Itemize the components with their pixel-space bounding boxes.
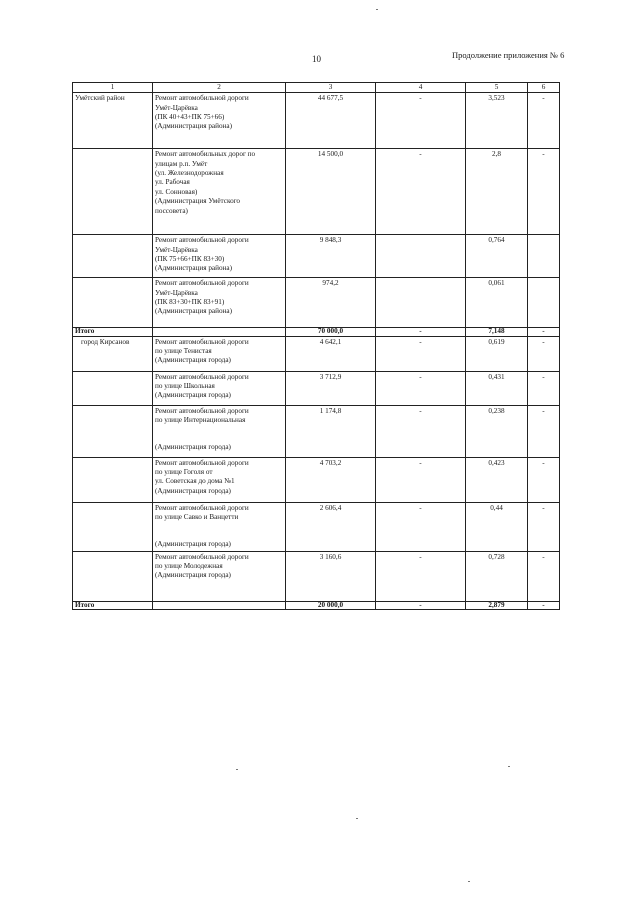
header-note: Продолжение приложения № 6 [452,50,565,60]
column-4-cell: - [376,149,466,235]
column-header: 1 [73,83,153,93]
column-6-cell: - [528,551,560,601]
column-6-cell: - [528,93,560,149]
description-line: Умёт-Царёвка [155,103,198,112]
district-cell [73,371,153,405]
total-amount: 70 000,0 [286,328,376,336]
description-line: поссовета) [155,206,188,215]
district-name: город Кирсанов [81,337,130,346]
description-line: (Администрация города) [155,540,231,549]
total-column-4: - [376,328,466,336]
table-row [73,502,560,551]
table-row [73,336,560,371]
amount-cell: 3 712,9 [286,371,376,405]
road-repair-table [72,82,560,610]
total-label: Итого [73,601,153,609]
total-row [73,328,560,336]
column-header: 6 [528,83,560,93]
column-6-cell [528,235,560,278]
description-line: по улице Молодежная [155,562,223,570]
amount-cell: 44 677,5 [286,93,376,149]
description-line: Ремонт автомобильной дороги [155,406,249,415]
description-line: ул. Советская до дома №1 [155,477,235,486]
length-km-cell: 0,728 [466,551,528,601]
column-4-cell: - [376,405,466,457]
description-line: улицам р.п. Умёт [155,159,208,168]
description-line: (Администрация города) [155,356,231,365]
column-header: 3 [286,83,376,93]
table-row [73,457,560,502]
amount-cell: 14 500,0 [286,149,376,235]
column-4-cell: - [376,457,466,502]
description-line: (Администрация города) [155,571,231,580]
scan-speck [356,818,358,819]
total-column-6: - [528,328,560,336]
empty-cell [153,601,286,609]
column-header: 2 [153,83,286,93]
work-description [153,235,286,278]
table-row [73,235,560,278]
length-km-cell: 0,431 [466,371,528,405]
table-row [73,149,560,235]
description-line: (Администрация города) [155,391,231,400]
page-number: 10 [312,54,321,64]
description-line: (ПК 75+66+ПК 83+30) [155,255,225,264]
district-cell [73,278,153,328]
table-row [73,405,560,457]
scan-speck [508,766,510,767]
district-cell [73,235,153,278]
amount-cell: 4 642,1 [286,336,376,371]
amount-cell: 4 703,2 [286,457,376,502]
description-line: Ремонт автомобильной дороги [155,337,249,346]
length-km-cell: 0,44 [466,502,528,551]
amount-cell: 2 606,4 [286,502,376,551]
scan-speck [468,881,470,882]
description-line: Ремонт автомобильной дороги [155,552,249,561]
district-cell [73,551,153,601]
description-line: по улице Савко и Ванцетти [155,512,239,521]
column-6-cell: - [528,371,560,405]
work-description [153,149,286,235]
work-description [153,278,286,328]
description-line: Умёт-Царёвка [155,245,198,254]
table-row [73,278,560,328]
work-description [153,336,286,371]
description-line: (Администрация района) [155,307,232,316]
column-6-cell: - [528,502,560,551]
total-amount: 20 000,0 [286,601,376,609]
description-line: (Администрация города) [155,486,231,495]
description-line: (Администрация города) [155,443,231,452]
length-km-cell: 0,061 [466,278,528,328]
district-cell [73,93,153,149]
amount-cell: 1 174,8 [286,405,376,457]
total-length-km: 7,148 [466,328,528,336]
description-line: (ПК 40+43+ПК 75+66) [155,113,225,122]
scan-speck [236,769,238,770]
description-line: Ремонт автомобильной дороги [155,236,249,245]
amount-cell: 9 848,3 [286,235,376,278]
description-line: (Администрация района) [155,122,232,131]
description-line: по улице Школьная [155,381,215,390]
table-row [73,93,560,149]
column-6-cell: - [528,336,560,371]
length-km-cell: 0,619 [466,336,528,371]
description-line: Ремонт автомобильной дороги [155,94,249,103]
description-line: (Администрация района) [155,264,232,273]
column-6-cell: - [528,405,560,457]
description-line: Умёт-Царёвка [155,288,198,297]
district-name: Умётский район [75,94,125,103]
column-6-cell [528,278,560,328]
length-km-cell: 2,8 [466,149,528,235]
column-4-cell [376,278,466,328]
work-description [153,405,286,457]
description-line: (ПК 83+30+ПК 83+91) [155,298,225,307]
work-description [153,457,286,502]
description-line: ул. Сонновая) [155,187,198,196]
district-cell [73,405,153,457]
description-line: Ремонт автомобильных дорог по [155,150,256,159]
table-row [73,371,560,405]
column-header: 5 [466,83,528,93]
description-line: ул. Рабочая [155,178,190,187]
description-line: Ремонт автомобильной дороги [155,372,249,381]
district-cell [73,149,153,235]
work-description [153,93,286,149]
amount-cell: 3 160,6 [286,551,376,601]
length-km-cell: 0,238 [466,405,528,457]
description-line: Ремонт автомобильной дороги [155,458,249,467]
column-6-cell: - [528,149,560,235]
column-4-cell: - [376,551,466,601]
column-6-cell: - [528,457,560,502]
district-cell [73,457,153,502]
description-line [155,522,283,540]
length-km-cell: 0,764 [466,235,528,278]
amount-cell: 974,2 [286,278,376,328]
work-description [153,551,286,601]
total-label: Итого [73,328,153,336]
description-line: Ремонт автомобильной дороги [155,279,249,288]
column-4-cell: - [376,371,466,405]
work-description [153,502,286,551]
table-row [73,551,560,601]
total-column-6: - [528,601,560,609]
description-line: (ул. Железнодорожная [155,169,224,178]
description-line: Ремонт автомобильной дороги [155,503,249,512]
total-length-km: 2,879 [466,601,528,609]
total-row [73,601,560,609]
description-line: по улице Гоголя от [155,467,213,476]
description-line: по улице Интернациональная [155,415,246,424]
column-number-row [73,83,560,93]
empty-cell [153,328,286,336]
length-km-cell: 0,423 [466,457,528,502]
district-cell [73,336,153,371]
column-header: 4 [376,83,466,93]
length-km-cell: 3,523 [466,93,528,149]
scan-speck [376,9,378,10]
column-4-cell: - [376,502,466,551]
column-4-cell: - [376,336,466,371]
description-line: (Администрация Умётского [155,197,241,206]
description-line [155,425,283,443]
column-4-cell: - [376,93,466,149]
column-4-cell [376,235,466,278]
work-description [153,371,286,405]
total-column-4: - [376,601,466,609]
description-line: по улице Тенистая [155,346,212,355]
district-cell [73,502,153,551]
